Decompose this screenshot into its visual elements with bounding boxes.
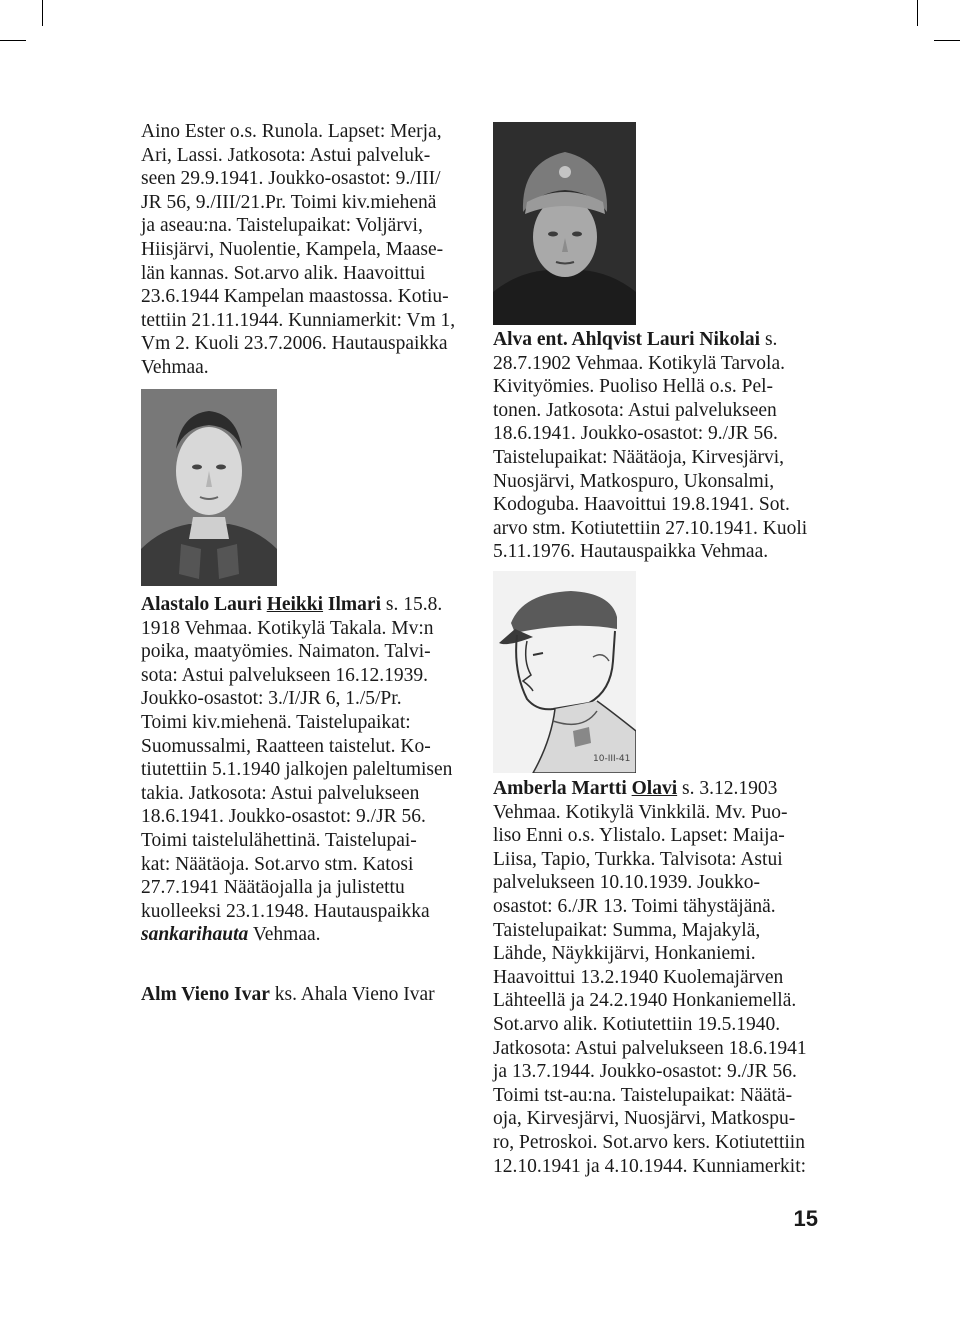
- crop-mark-top-right-h: [934, 40, 960, 41]
- text-line: Aino Ester o.s. Runola. Lapset: Merja,: [141, 121, 442, 142]
- text-line: Vm 2. Kuoli 23.7.2006. Hautauspaikka: [141, 333, 448, 355]
- text-line: Sot.arvo alik. Kotiutettiin 19.5.1940.: [493, 1013, 781, 1035]
- text-line: tettiin 21.11.1944. Kunniamerkit: Vm 1,: [141, 309, 456, 331]
- text-line: Hiisjärvi, Nuolentie, Kampela, Maase-: [141, 238, 444, 260]
- entry-first-line: Amberla Martti Olavi s. 3.12.1903: [493, 778, 778, 799]
- text-line: Toimi kiv.miehenä. Taistelupaikat:: [141, 711, 411, 733]
- sketch-signature: 10-III-41: [593, 754, 631, 764]
- text-line: 12.10.1941 ja 4.10.1944. Kunniamerkit:: [493, 1155, 807, 1177]
- crop-mark-top-left-h: [0, 40, 26, 41]
- text-line: tiutettiin 5.1.1940 jalkojen paleltumisen: [141, 759, 453, 781]
- text-line: oja, Kirvesjärvi, Nuosjärvi, Matkospu-: [493, 1108, 796, 1130]
- crop-mark-top-left: [42, 0, 43, 26]
- text-line: Kivityömies. Puoliso Hellä o.s. Pel-: [493, 376, 774, 398]
- text-line: seen 29.9.1941. Joukko-osastot: 9./III/: [141, 168, 441, 190]
- text-line: Suomussalmi, Raatteen taistelut. Ko-: [141, 735, 431, 757]
- text-line: Lähde, Näykkijärvi, Honkaniemi.: [493, 943, 756, 965]
- entry-first-line: Alm Vieno Ivar ks. Ahala Vieno Ivar: [141, 984, 435, 1005]
- text-line: ja 13.7.1944. Joukko-osastot: 9./JR 56.: [493, 1061, 797, 1083]
- text-line: Haavoittui 13.2.1940 Kuolemajärven: [493, 966, 784, 988]
- entry-ahlqvist: [493, 328, 833, 564]
- text-line: JR 56, 9./III/21.Pr. Toimi kiv.miehenä: [141, 191, 437, 213]
- text-line: Lähteellä ja 24.2.1940 Honkaniemellä.: [493, 990, 797, 1012]
- text-line: Taistelupaikat: Summa, Majakylä,: [493, 919, 761, 941]
- text-line: takia. Jatkosota: Astui palvelukseen: [141, 782, 420, 804]
- text-line: Joukko-osastot: 3./I/JR 6, 1./5/Pr.: [141, 688, 402, 710]
- text-line: Kodoguba. Haavoittui 19.8.1941. Sot.: [493, 494, 790, 516]
- text-line: sota: Astui palvelukseen 16.12.1939.: [141, 664, 429, 686]
- text-line: 5.11.1976. Hautauspaikka Vehmaa.: [493, 541, 769, 563]
- entry-name: Alastalo Lauri Heikki Ilmari: [141, 594, 381, 615]
- entry-name: Alm Vieno Ivar: [141, 984, 270, 1005]
- text-line: palvelukseen 10.10.1939. Joukko-: [493, 872, 761, 894]
- text-line: Vehmaa. Kotikylä Vinkkilä. Mv. Puo-: [493, 801, 788, 823]
- crop-mark-top-right: [917, 0, 918, 26]
- entry-alastalo: [141, 593, 481, 947]
- text-line: 18.6.1941. Joukko-osastot: 9./JR 56.: [493, 423, 778, 445]
- entry-first-line: Alva ent. Ahlqvist Lauri Nikolai s.: [493, 329, 778, 350]
- text-line: ro, Petroskoi. Sot.arvo kers. Kotiutettiin: [493, 1131, 805, 1153]
- text-line: kuolleeksi 23.1.1948. Hautauspaikka: [141, 900, 430, 922]
- text-line: Taistelupaikat: Näätäoja, Kirvesjärvi,: [493, 446, 785, 468]
- portrait-photo-alastalo: [141, 389, 277, 586]
- text-line: 23.6.1944 Kampelan maastossa. Kotiu-: [141, 286, 449, 308]
- entry-amberla: [493, 777, 833, 1178]
- text-line: Toimi taistelulähettinä. Taistelupai-: [141, 829, 417, 851]
- text-line: Jatkosota: Astui palvelukseen 18.6.1941: [493, 1037, 807, 1059]
- entry-last-line: sankarihauta Vehmaa.: [141, 924, 321, 946]
- text-line: arvo stm. Kotiutettiin 27.10.1941. Kuoli: [493, 517, 808, 539]
- text-line: poika, maatyömies. Naimaton. Talvi-: [141, 641, 431, 663]
- entry-continuation: [141, 120, 481, 380]
- sketch-portrait-amberla: [493, 571, 636, 773]
- text-line: osastot: 6./JR 13. Toimi tähystäjänä.: [493, 895, 776, 917]
- text-line: län kannas. Sot.arvo alik. Haavoittui: [141, 262, 426, 284]
- text-line: Toimi tst-au:na. Taistelupaikat: Näätä-: [493, 1084, 793, 1106]
- text-line: Nuosjärvi, Matkospuro, Ukonsalmi,: [493, 470, 775, 492]
- page-number: 15: [793, 1206, 818, 1231]
- text-line: 18.6.1941. Joukko-osastot: 9./JR 56.: [141, 806, 426, 828]
- text-line: 1918 Vehmaa. Kotikylä Takala. Mv:n: [141, 617, 434, 639]
- text-line: ja aseau:na. Taistelupaikat: Voljärvi,: [141, 215, 423, 237]
- text-line: liso Enni o.s. Ylistalo. Lapset: Maija-: [493, 825, 785, 847]
- text-line: Vehmaa.: [141, 356, 209, 378]
- text-line: 28.7.1902 Vehmaa. Kotikylä Tarvola.: [493, 352, 785, 374]
- portrait-photo-ahlqvist: [493, 122, 636, 325]
- entry-name: Alva ent. Ahlqvist Lauri Nikolai: [493, 329, 761, 350]
- entry-alm: [141, 983, 481, 1007]
- text-line: 27.7.1941 Näätäojalla ja julistettu: [141, 877, 405, 899]
- text-line: kat: Näätäoja. Sot.arvo stm. Katosi: [141, 853, 414, 875]
- entry-first-line: Alastalo Lauri Heikki Ilmari s. 15.8.: [141, 594, 443, 615]
- text-line: Liisa, Tapio, Turkka. Talvisota: Astui: [493, 848, 783, 870]
- text-line: tonen. Jatkosota: Astui palvelukseen: [493, 399, 777, 421]
- entry-name: Amberla Martti Olavi: [493, 778, 678, 799]
- text-line: Ari, Lassi. Jatkosota: Astui palveluk-: [141, 144, 431, 166]
